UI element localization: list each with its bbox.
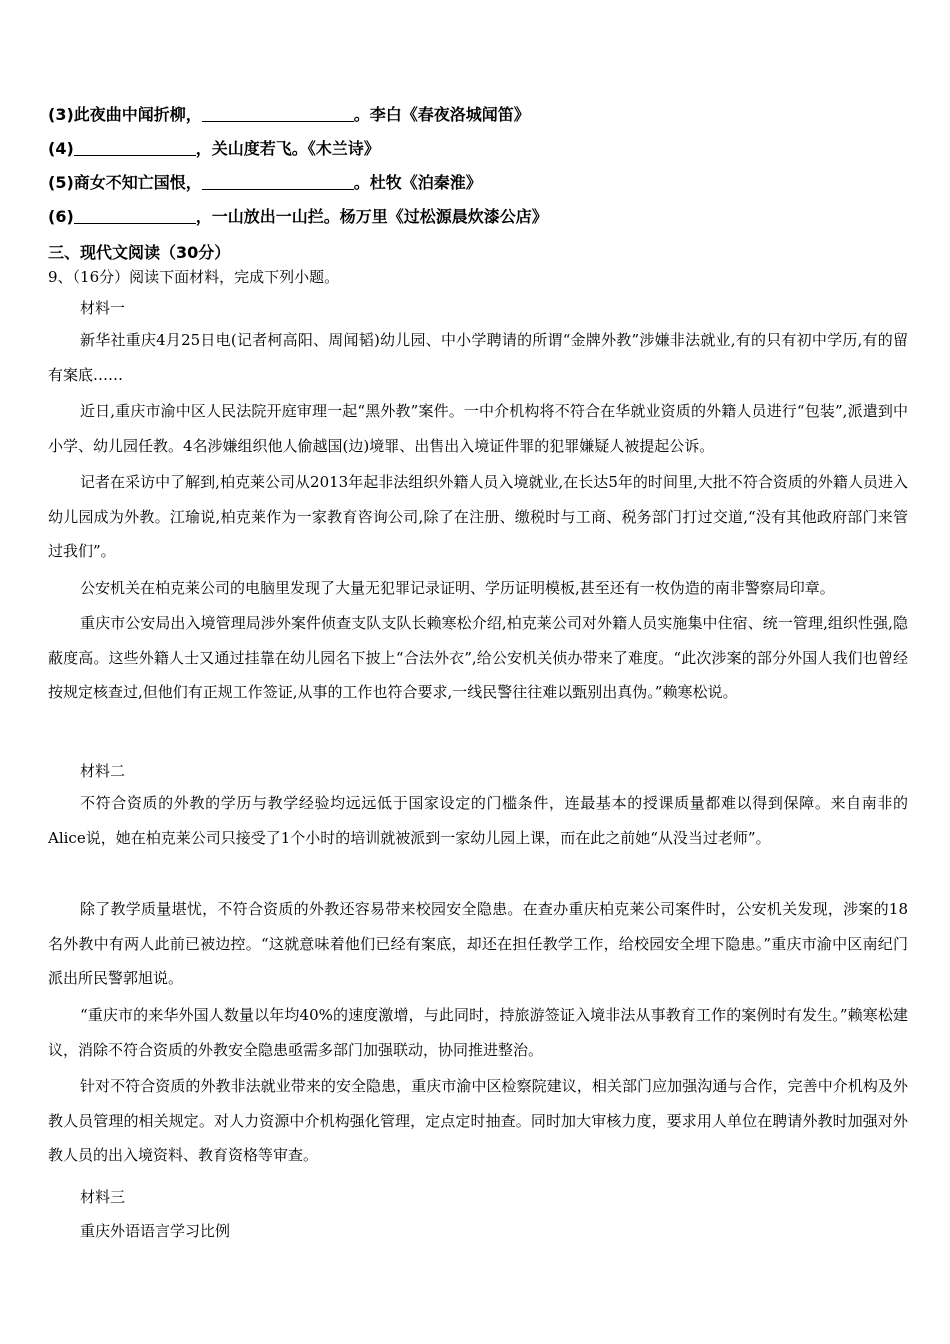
material-3-label: 材料三: [80, 1188, 126, 1206]
material-2-paragraph: 除了教学质量堪忧，不符合资质的外教还容易带来校园安全隐患。在查办重庆柏克莱公司案件时，公安机关发现，涉案的18名外教中有两人此前已被边控。“这就意味着他们已经有案底，却还在担任教学工作，给校园安全埋下隐患。”重庆市渝中区南纪门派出所民警郭旭说。: [48, 900, 908, 987]
fill-in-item-6: [48, 204, 548, 227]
material-2-label: 材料二: [80, 762, 126, 780]
fill-in-item-3: [48, 102, 530, 125]
item-number: (4): [48, 139, 74, 158]
item-text-before: 商女不知亡国恨，: [73, 173, 202, 192]
answer-blank[interactable]: [74, 208, 196, 224]
material-2-paragraph: 不符合资质的外教的学历与教学经验均远远低于国家设定的门槛条件，连最基本的授课质量都难以得到保障。来自南非的Alice说，她在柏克莱公司只接受了1个小时的培训就被派到一家幼儿园上课，而在此之前她“从没当过老师”。: [48, 794, 908, 847]
item-text-after: ，一山放出一山拦。杨万里《过松源晨炊漆公店》: [195, 207, 548, 226]
material-1-paragraph: 新华社重庆4月25日电(记者柯高阳、周闻韬)幼儿园、中小学聘请的所谓“金牌外教”涉嫌非法就业,有的只有初中学历,有的留有案底……: [48, 331, 908, 384]
answer-blank[interactable]: [202, 106, 354, 122]
material-1-label: 材料一: [80, 299, 126, 317]
item-text-after: ，关山度若飞。《木兰诗》: [195, 139, 380, 158]
item-text-before: 此夜曲中闻折柳，: [73, 105, 202, 124]
item-number: (3): [48, 105, 74, 124]
material-1-paragraph: 公安机关在柏克莱公司的电脑里发现了大量无犯罪记录证明、学历证明模板,甚至还有一枚伪造的南非警察局印章。: [80, 579, 835, 597]
section-title: 三、现代文阅读（30分）: [48, 243, 231, 262]
material-1-paragraph: 记者在采访中了解到,柏克莱公司从2013年起非法组织外籍人员入境就业,在长达5年的时间里,大批不符合资质的外籍人员进入幼儿园成为外教。江瑜说,柏克莱作为一家教育咨询公司,除了在注册、缴税时与工商、税务部门打过交道,“没有其他政府部门来管过我们”。: [48, 473, 908, 560]
question-prompt: 9、（16分）阅读下面材料，完成下列小题。: [48, 268, 340, 286]
fill-in-item-4: [48, 136, 380, 159]
material-1-paragraph: 近日,重庆市渝中区人民法院开庭审理一起“黑外教”案件。一中介机构将不符合在华就业资质的外籍人员进行“包装”,派遣到中小学、幼儿园任教。4名涉嫌组织他人偷越国(边)境罪、出售出入境证件罪的犯罪嫌疑人被提起公诉。: [48, 402, 908, 455]
answer-blank[interactable]: [202, 174, 354, 190]
chart-caption: 重庆外语语言学习比例: [80, 1222, 231, 1240]
material-2-paragraph: 针对不符合资质的外教非法就业带来的安全隐患，重庆市渝中区检察院建议，相关部门应加强沟通与合作，完善中介机构及外教人员管理的相关规定。对人力资源中介机构强化管理，定点定时抽查。同时加大审核力度，要求用人单位在聘请外教时加强对外教人员的出入境资料、教育资格等审查。: [48, 1077, 908, 1164]
item-text-after: 。杜牧《泊秦淮》: [353, 173, 482, 192]
item-number: (5): [48, 173, 74, 192]
material-2-paragraph: “重庆市的来华外国人数量以年均40%的速度激增，与此同时，持旅游签证入境非法从事教育工作的案例时有发生。”赖寒松建议，消除不符合资质的外教安全隐患亟需多部门加强联动，协同推进整治。: [48, 1006, 908, 1059]
item-number: (6): [48, 207, 74, 226]
item-text-after: 。李白《春夜洛城闻笛》: [353, 105, 530, 124]
material-1-paragraph: 重庆市公安局出入境管理局涉外案件侦查支队支队长赖寒松介绍,柏克莱公司对外籍人员实施集中住宿、统一管理,组织性强,隐蔽度高。这些外籍人士又通过挂靠在幼儿园名下披上“合法外衣”,给公安机关侦办带来了难度。“此次涉案的部分外国人我们也曾经按规定核查过,但他们有正规工作签证,从事的工作也符合要求,一线民警往往难以甄别出真伪。”赖寒松说。: [48, 614, 908, 701]
fill-in-item-5: [48, 170, 482, 193]
answer-blank[interactable]: [74, 140, 196, 156]
